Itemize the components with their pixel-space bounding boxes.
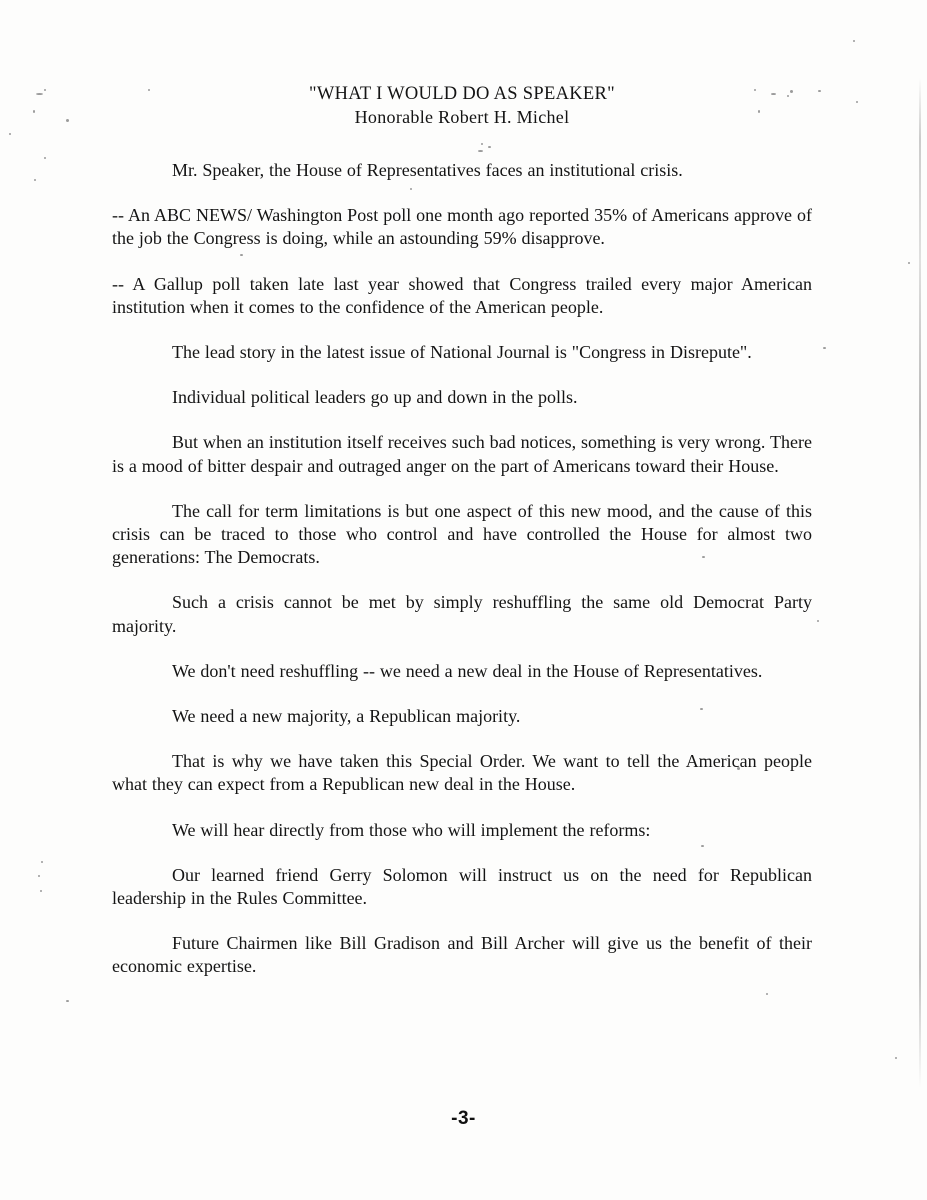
scan-speck <box>817 620 819 622</box>
document-subtitle-author: Honorable Robert H. Michel <box>354 107 570 127</box>
spacer <box>112 364 812 386</box>
scan-speck <box>908 262 910 264</box>
scan-speck <box>44 157 46 159</box>
scan-speck <box>853 40 855 42</box>
spacer <box>112 638 812 660</box>
paragraph-gerry-solomon: Our learned friend Gerry Solomon will instruct us on the need for Republican leadership in the Rules Committee. <box>112 864 812 909</box>
paragraph-new-majority: We need a new majority, a Republican majority. <box>172 706 521 727</box>
paragraph-abc-news-poll: -- An ABC NEWS/ Washington Post poll one month ago reported 35% of Americans approve of the job the Congress is doing, while an astounding 59% disapprove. <box>112 205 812 249</box>
paragraph-reshuffling-crisis: Such a crisis cannot be met by simply reshuffling the same old Democrat Party majority. <box>112 592 812 636</box>
spacer <box>112 797 812 819</box>
paragraph-opening: Mr. Speaker, the House of Representatives faces an institutional crisis. <box>172 160 683 180</box>
page-number: -3- <box>451 1108 476 1129</box>
document-title: "WHAT I WOULD DO AS SPEAKER" <box>309 84 615 104</box>
document-body <box>112 0 812 979</box>
scan-speck <box>36 93 43 95</box>
spacer <box>112 319 812 341</box>
spacer <box>112 910 812 932</box>
scan-speck <box>40 890 42 892</box>
paragraph-special-order: That is why we have taken this Special Order. We want to tell the American people what they can expect from a Republican new deal in the House. <box>112 751 812 795</box>
paragraph-hear-directly: We will hear directly from those who will implement the reforms: <box>172 819 651 840</box>
spacer <box>112 478 812 500</box>
scan-speck <box>66 119 69 122</box>
paragraph-future-chairmen: Future Chairmen like Bill Gradison and Bill Archer will give us the benefit of their economic expertise. <box>112 933 812 977</box>
spacer <box>112 569 812 591</box>
spacer <box>112 182 812 204</box>
scan-speck <box>33 110 35 113</box>
spacer <box>112 842 812 864</box>
spacer <box>112 251 812 273</box>
paragraph-term-limitations: The call for term limitations is but one aspect of this new mood, and the cause of this crisis can be traced to those who control and have controlled the House for almost two generations: The Democrats. <box>112 500 812 568</box>
scan-speck <box>766 993 768 995</box>
paragraph-national-journal: The lead story in the latest issue of National Journal is "Congress in Disrepute". <box>172 342 752 363</box>
paragraph-new-deal: We don't need reshuffling -- we need a new deal in the House of Representatives. <box>172 660 763 681</box>
paragraph-individual-leaders: Individual political leaders go up and down in the polls. <box>172 387 578 408</box>
paragraph-bad-notices: But when an institution itself receives such bad notices, something is very wrong. There is a mood of bitter despair and outraged anger on the part of Americans toward their House. <box>112 432 812 476</box>
scan-speck <box>856 101 858 103</box>
scan-speck <box>9 133 11 135</box>
spacer <box>112 728 812 750</box>
scan-speck <box>823 347 826 349</box>
scan-speck <box>41 861 43 863</box>
scan-speck <box>895 1057 897 1059</box>
scan-speck <box>34 179 36 181</box>
scanner-streak-artifact <box>919 78 921 1088</box>
scan-speck <box>66 1000 69 1002</box>
spacer <box>112 129 812 159</box>
spacer <box>112 409 812 431</box>
scan-speck <box>38 875 40 877</box>
paragraph-gallup-poll: -- A Gallup poll taken late last year showed that Congress trailed every major American institution when it comes to the confidence of the American people. <box>112 273 812 317</box>
scan-speck <box>818 90 821 92</box>
scan-speck <box>44 89 46 91</box>
spacer <box>112 683 812 705</box>
